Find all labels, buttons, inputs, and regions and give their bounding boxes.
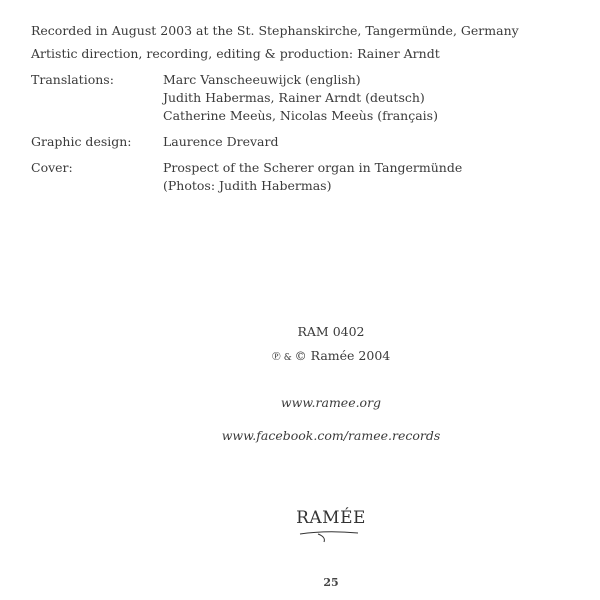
copyright-text: Ramée 2004 bbox=[310, 348, 391, 363]
recording-location: Recorded in August 2003 at the St. Stephanskirche, Tangermünde, Germany bbox=[31, 23, 519, 38]
logo-swash-icon bbox=[296, 528, 366, 544]
cover-label: Cover: bbox=[31, 160, 73, 175]
translation-english: Marc Vanscheeuwijck (english) bbox=[163, 72, 361, 87]
graphic-design-value: Laurence Drevard bbox=[163, 134, 279, 149]
graphic-design-row bbox=[31, 133, 571, 151]
cover-values bbox=[163, 159, 462, 195]
translation-deutsch: Judith Habermas, Rainer Arndt (deutsch) bbox=[163, 90, 425, 105]
phonogram-symbol: ℗ bbox=[271, 349, 281, 363]
artistic-direction: Artistic direction, recording, editing & production: Rainer Arndt bbox=[31, 46, 440, 61]
catalog-number: RAM 0402 bbox=[297, 324, 365, 339]
credits-block bbox=[31, 22, 571, 195]
translations-values bbox=[163, 71, 438, 125]
logo-text: RAMÉE bbox=[296, 508, 366, 528]
ampersand: & bbox=[283, 353, 292, 363]
cover-row bbox=[31, 159, 571, 195]
facebook-link[interactable]: www.facebook.com/ramee.records bbox=[221, 428, 441, 443]
copyright-symbol: © bbox=[294, 349, 307, 363]
translation-francais: Catherine Meeùs, Nicolas Meeùs (français) bbox=[163, 108, 438, 123]
ramee-logo bbox=[296, 508, 366, 544]
website-link[interactable]: www.ramee.org bbox=[280, 395, 382, 410]
graphic-design-label: Graphic design: bbox=[31, 134, 132, 149]
cover-photo-credit: (Photos: Judith Habermas) bbox=[163, 178, 332, 193]
copyright-line bbox=[0, 348, 600, 364]
translations-row bbox=[31, 71, 571, 125]
cover-description: Prospect of the Scherer organ in Tangermünde bbox=[163, 160, 463, 175]
page-number: 25 bbox=[323, 576, 339, 589]
translations-label: Translations: bbox=[31, 72, 114, 87]
